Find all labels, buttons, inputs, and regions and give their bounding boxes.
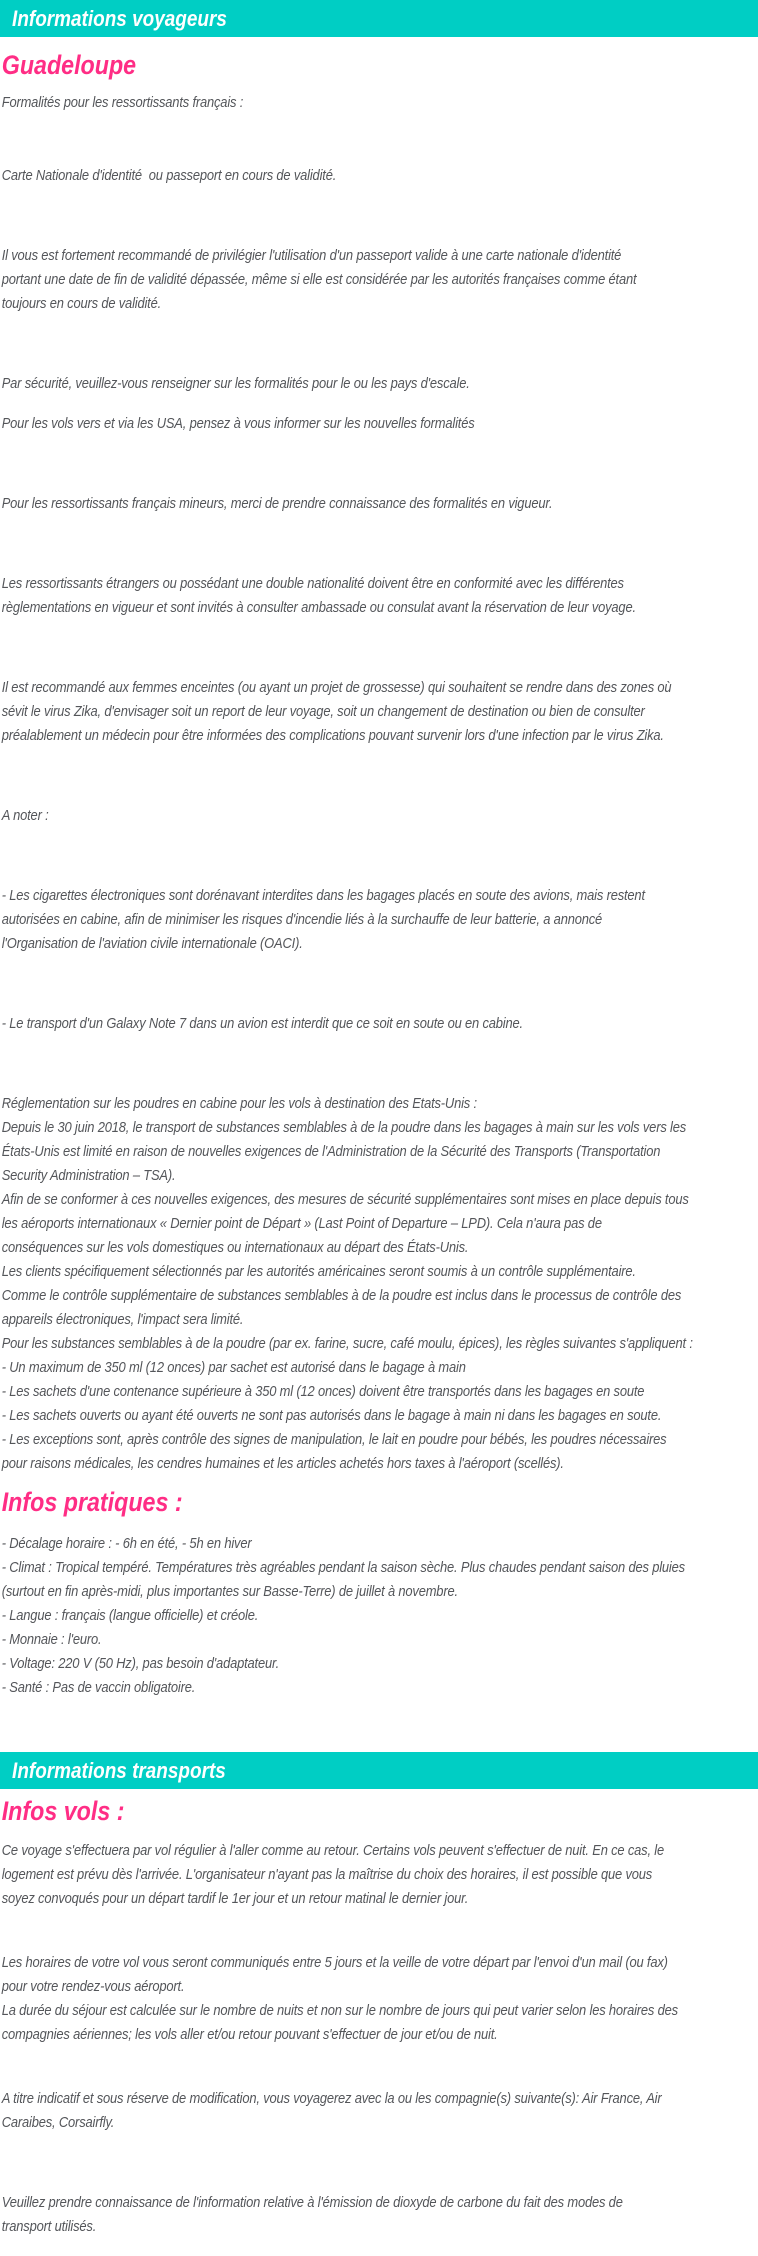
text-line: - Monnaie : l'euro. <box>1 1631 102 1648</box>
text-line: Il est recommandé aux femmes enceintes (ou ayant un projet de grossesse) qui souhaitent se rendre dans des zones où <box>1 679 672 696</box>
paragraph-formalites: Formalités pour les ressortissants français : <box>1 94 244 111</box>
paragraph-vols-usa: Pour les vols vers et via les USA, pensez à vous informer sur les nouvelles formalités <box>1 415 475 432</box>
text-line: Réglementation sur les poudres en cabine pour les vols à destination des Etats-Unis : <box>1 1095 477 1112</box>
paragraph-compagnies-aeriennes <box>2 2087 758 2135</box>
text-line: pour votre rendez-vous aéroport. <box>1 1978 185 1995</box>
text-line: pour raisons médicales, les cendres humaines et les articles achetés hors taxes à l'aéroport (scellés). <box>1 1455 564 1472</box>
paragraph-mineurs: Pour les ressortissants français mineurs, merci de prendre connaissance des formalités en vigueur. <box>1 495 553 512</box>
paragraph-virus-zika <box>2 676 758 748</box>
text-line: - Les cigarettes électroniques sont dorénavant interdites dans les bagages placés en soute des avions, mais restent <box>1 887 645 904</box>
text-line: toujours en cours de validité. <box>1 295 162 312</box>
text-line: Caraibes, Corsairfly. <box>1 2114 115 2131</box>
text-line: transport utilisés. <box>1 2218 97 2235</box>
text-line: - Les sachets d'une contenance supérieure à 350 ml (12 onces) doivent être transportés dans les bagages en soute <box>1 1383 645 1400</box>
text-line: portant une date de fin de validité dépassée, même si elle est considérée par les autorités françaises comme étant <box>1 271 637 288</box>
text-line: Security Administration – TSA). <box>1 1167 176 1184</box>
text-line: règlementations en vigueur et sont invités à consulter ambassade ou consulat avant la réservation de leur voyage. <box>1 599 636 616</box>
text-line: Il vous est fortement recommandé de privilégier l'utilisation d'un passeport valide à une carte nationale d'identité <box>1 247 622 264</box>
destination-title: Guadeloupe <box>1 50 137 80</box>
text-line: - Les exceptions sont, après contrôle des signes de manipulation, le lait en poudre pour bébés, les poudres nécessaires <box>1 1431 667 1448</box>
paragraph-cigarettes-electroniques <box>2 884 758 956</box>
text-line: - Voltage: 220 V (50 Hz), pas besoin d'adaptateur. <box>1 1655 280 1672</box>
text-line: - Décalage horaire : - 6h en été, - 5h en hiver <box>1 1535 252 1552</box>
banner-informations-transports <box>0 1752 758 1789</box>
text-line: A titre indicatif et sous réserve de modification, vous voyagerez avec la ou les compagnie(s) suivante(s): Air France, Air <box>1 2090 662 2107</box>
text-line: La durée du séjour est calculée sur le nombre de nuits et non sur le nombre de jours qui peut varier selon les horaires des <box>1 2002 678 2019</box>
text-line: appareils électroniques, l'impact sera limité. <box>1 1311 244 1328</box>
section-voyageurs <box>0 47 758 1700</box>
paragraph-passeport-recommande <box>2 244 758 316</box>
text-line: - Langue : français (langue officielle) et créole. <box>1 1607 259 1624</box>
text-line: compagnies aériennes; les vols aller et/ou retour pouvant s'effectuer de jour et/ou de nuit. <box>1 2026 498 2043</box>
paragraph-horaires-vol <box>2 1951 758 2047</box>
text-line: Afin de se conformer à ces nouvelles exigences, des mesures de sécurité supplémentaires sont mises en place depuis tous <box>1 1191 689 1208</box>
text-line: (surtout en fin après-midi, plus importantes sur Basse-Terre) de juillet à novembre. <box>1 1583 458 1600</box>
paragraph-pays-escale: Par sécurité, veuillez-vous renseigner sur les formalités pour le ou les pays d'escale. <box>1 375 470 392</box>
text-line: soyez convoqués pour un départ tardif le 1er jour et un retour matinal le dernier jour. <box>1 1890 469 1907</box>
text-line: Les clients spécifiquement sélectionnés par les autorités américaines seront soumis à un contrôle supplémentaire. <box>1 1263 636 1280</box>
text-line: - Les sachets ouverts ou ayant été ouverts ne sont pas autorisés dans le bagage à main ni dans les bagages en soute. <box>1 1407 662 1424</box>
section-transports <box>0 1793 758 2239</box>
text-line: Depuis le 30 juin 2018, le transport de substances semblables à de la poudre dans les bagages à main sur les vols vers les <box>1 1119 687 1136</box>
text-line: Veuillez prendre connaissance de l'information relative à l'émission de dioxyde de carbone du fait des modes de <box>1 2194 623 2211</box>
text-line: sévit le virus Zika, d'envisager soit un report de leur voyage, soit un changement de destination ou bien de consulter <box>1 703 645 720</box>
heading-infos-pratiques: Infos pratiques : <box>1 1487 183 1517</box>
paragraph-emission-co2 <box>2 2191 758 2239</box>
paragraph-reglementation-poudres <box>2 1092 758 1476</box>
paragraph-galaxy-note7: - Le transport d'un Galaxy Note 7 dans un avion est interdit que ce soit en soute ou en cabine. <box>1 1015 523 1032</box>
paragraph-a-noter: A noter : <box>1 807 49 824</box>
text-line: - Un maximum de 350 ml (12 onces) par sachet est autorisé dans le bagage à main <box>1 1359 466 1376</box>
text-line: Les horaires de votre vol vous seront communiqués entre 5 jours et la veille de votre départ par l'envoi d'un mail (ou fax) <box>1 1954 668 1971</box>
banner-informations-voyageurs-label: Informations voyageurs <box>12 6 227 31</box>
text-line: Ce voyage s'effectuera par vol régulier à l'aller comme au retour. Certains vols peuvent s'effectuer de nuit. En ce cas, le <box>1 1842 665 1859</box>
list-infos-pratiques <box>2 1532 758 1700</box>
text-line: - Santé : Pas de vaccin obligatoire. <box>1 1679 196 1696</box>
text-line: conséquences sur les vols domestiques ou internationaux au départ des États-Unis. <box>1 1239 469 1256</box>
text-line: Pour les substances semblables à de la poudre (par ex. farine, sucre, café moulu, épices), les règles suivantes s'appliquent : <box>1 1335 693 1352</box>
text-line: logement est prévu dès l'arrivée. L'organisateur n'ayant pas la maîtrise du choix des horaires, il est possible que vous <box>1 1866 653 1883</box>
text-line: États-Unis est limité en raison de nouvelles exigences de l'Administration de la Sécurité des Transports (Transportation <box>1 1143 661 1160</box>
banner-informations-voyageurs <box>0 0 758 37</box>
text-line: autorisées en cabine, afin de minimiser les risques d'incendie liés à la surchauffe de leur batterie, a annoncé <box>1 911 603 928</box>
text-line: préalablement un médecin pour être informées des complications pouvant survenir lors d'une infection par le virus Zika. <box>1 727 664 744</box>
text-line: Comme le contrôle supplémentaire de substances semblables à de la poudre est inclus dans le processus de contrôle des <box>1 1287 682 1304</box>
text-line: - Climat : Tropical tempéré. Températures très agréables pendant la saison sèche. Plus chaudes pendant saison des pluies <box>1 1559 685 1576</box>
paragraph-carte-identite: Carte Nationale d'identité ou passeport en cours de validité. <box>1 167 337 184</box>
banner-informations-transports-label: Informations transports <box>12 1758 226 1783</box>
paragraph-ressortissants-etrangers <box>2 572 758 620</box>
text-line: Les ressortissants étrangers ou possédant une double nationalité doivent être en conformité avec les différentes <box>1 575 624 592</box>
text-line: les aéroports internationaux « Dernier point de Départ » (Last Point of Departure – LPD). Cela n'aura pas de <box>1 1215 602 1232</box>
paragraph-vol-regulier <box>2 1839 758 1911</box>
heading-infos-vols: Infos vols : <box>1 1796 125 1826</box>
text-line: l'Organisation de l'aviation civile internationale (OACI). <box>1 935 303 952</box>
